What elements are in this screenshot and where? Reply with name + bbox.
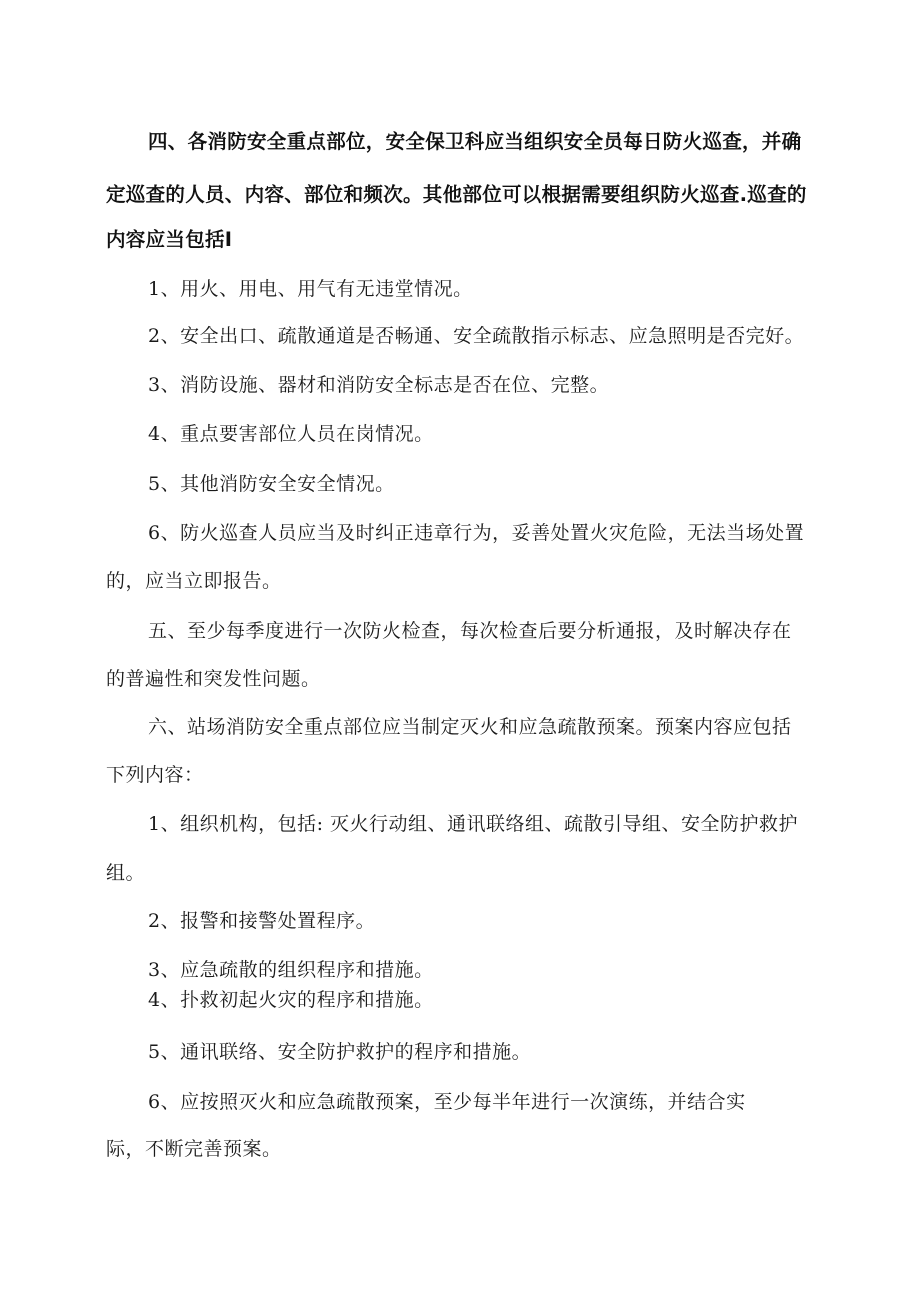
- text-line: 2、报警和接警处置程序。: [148, 910, 376, 932]
- text-line: 1、组织机构，包括: 灭火行动组、通讯联络组、疏散引导组、安全防护救护: [148, 813, 799, 835]
- text-line: 五、至少每季度进行一次防火检查，每次检查后要分析通报，及时解决存在: [148, 620, 792, 642]
- text-line: 4、扑救初起火灾的程序和措施。: [148, 989, 434, 1011]
- text-line: 际，不断完善预案。: [106, 1138, 282, 1160]
- text-line: 2、安全出口、疏散通道是否畅通、安全疏散指示标志、应急照明是否完好。: [148, 325, 805, 347]
- text-line: 六、站场消防安全重点部位应当制定灭火和应急疏散预案。预案内容应包括: [148, 716, 792, 738]
- text-line: 的，应当立即报告。: [106, 570, 282, 592]
- text-line: 4、重点要害部位人员在岗情况。: [148, 423, 434, 445]
- text-line: 四、各消防安全重点部位，安全保卫科应当组织安全员每日防火巡查，并确: [148, 130, 802, 153]
- text-line: 定巡查的人员、内容、部位和频次。其他部位可以根据需要组织防火巡查.巡查的: [106, 183, 807, 206]
- text-line: 3、消防设施、器材和消防安全标志是否在位、完整。: [148, 374, 610, 396]
- text-line: 6、防火巡查人员应当及时纠正违章行为，妥善处置火灾危险，无法当场处置: [148, 522, 805, 544]
- text-line: 5、其他消防安全安全情况。: [148, 473, 395, 495]
- text-line: 3、应急疏散的组织程序和措施。: [148, 959, 434, 981]
- text-line: 组。: [106, 862, 146, 884]
- text-line: 的普遍性和突发性问题。: [106, 668, 321, 690]
- text-line: 1、用火、用电、用气有无违堂情况。: [148, 278, 473, 300]
- text-line: 6、应按照灭火和应急疏散预案，至少每半年进行一次演练，并结合实: [148, 1091, 746, 1113]
- text-line: 内容应当包括I: [106, 228, 233, 251]
- text-line: 下列内容：: [106, 764, 204, 786]
- text-line: 5、通讯联络、安全防护救护的程序和措施。: [148, 1041, 532, 1063]
